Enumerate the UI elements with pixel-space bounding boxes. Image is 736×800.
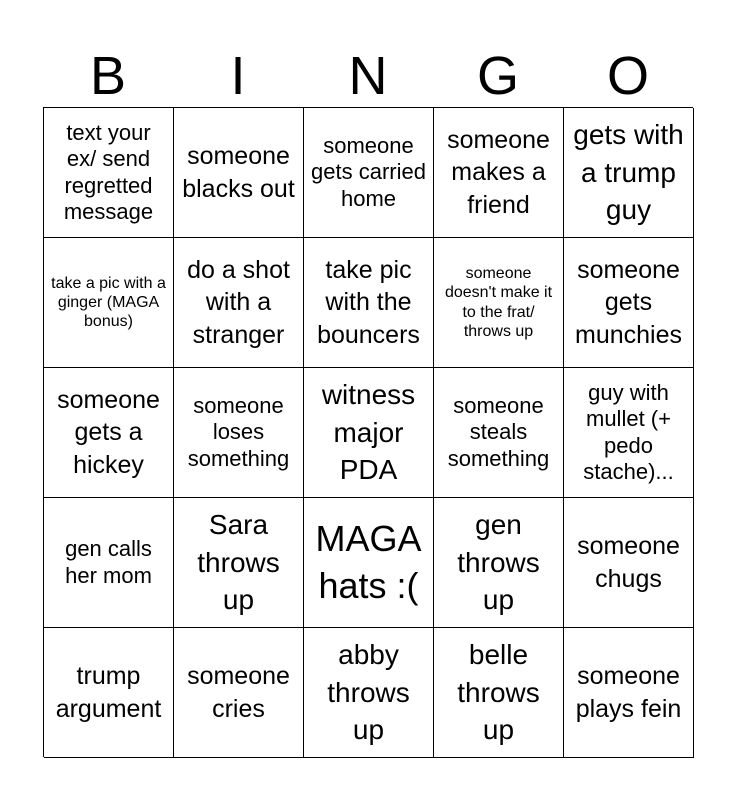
bingo-cell-n5[interactable] bbox=[304, 628, 434, 758]
bingo-cell-i5[interactable] bbox=[174, 628, 304, 758]
bingo-cell-i1[interactable] bbox=[174, 108, 304, 238]
bingo-cell-text: someone plays fein bbox=[575, 662, 682, 723]
bingo-cell-text: gen throws up bbox=[457, 508, 540, 616]
bingo-cell-n1[interactable] bbox=[304, 108, 434, 238]
bingo-cell-text: someone gets a hickey bbox=[57, 385, 160, 479]
bingo-cell-o4[interactable] bbox=[564, 498, 694, 628]
bingo-cell-g1[interactable] bbox=[434, 108, 564, 238]
bingo-cell-b5[interactable] bbox=[44, 628, 174, 758]
bingo-cell-text: belle throws up bbox=[457, 638, 540, 746]
bingo-cell-o2[interactable] bbox=[564, 238, 694, 368]
bingo-cell-text: witness major PDA bbox=[321, 378, 416, 486]
bingo-cell-text: take pic with the bouncers bbox=[317, 255, 420, 349]
header-letter-i: I bbox=[230, 46, 246, 106]
bingo-cell-text: text your ex/ send regretted message bbox=[63, 119, 154, 224]
bingo-header bbox=[43, 46, 693, 106]
bingo-cell-i2[interactable] bbox=[174, 238, 304, 368]
bingo-cell-text: guy with mullet (+ pedo stache)... bbox=[583, 379, 674, 484]
header-letter-o: O bbox=[606, 46, 649, 106]
bingo-cell-text: someone makes a friend bbox=[447, 125, 550, 219]
bingo-cell-text: someone gets carried home bbox=[311, 132, 426, 211]
bingo-cell-g5[interactable] bbox=[434, 628, 564, 758]
bingo-cell-text: do a shot with a stranger bbox=[187, 255, 290, 349]
bingo-cell-g3[interactable] bbox=[434, 368, 564, 498]
bingo-cell-text: someone loses something bbox=[187, 392, 290, 471]
bingo-cell-text: abby throws up bbox=[327, 638, 410, 746]
bingo-cell-i4[interactable] bbox=[174, 498, 304, 628]
bingo-cell-text: someone steals something bbox=[447, 392, 550, 471]
bingo-cell-text: someone cries bbox=[187, 662, 290, 723]
bingo-cell-n3[interactable] bbox=[304, 368, 434, 498]
bingo-cell-b2[interactable] bbox=[44, 238, 174, 368]
bingo-cell-i3[interactable] bbox=[174, 368, 304, 498]
header-letter-b: B bbox=[89, 46, 127, 106]
bingo-cell-text: gets with a trump guy bbox=[573, 118, 684, 226]
bingo-cell-b4[interactable] bbox=[44, 498, 174, 628]
bingo-cell-b3[interactable] bbox=[44, 368, 174, 498]
bingo-cell-text: take a pic with a ginger (MAGA bonus) bbox=[51, 274, 166, 331]
bingo-cell-g2[interactable] bbox=[434, 238, 564, 368]
bingo-cell-b1[interactable] bbox=[44, 108, 174, 238]
bingo-cell-text: gen calls her mom bbox=[65, 536, 152, 588]
bingo-cell-text: someone chugs bbox=[577, 532, 680, 593]
bingo-cell-n4[interactable] bbox=[304, 498, 434, 628]
bingo-cell-o1[interactable] bbox=[564, 108, 694, 238]
bingo-cell-text: Sara throws up bbox=[197, 508, 280, 616]
bingo-board bbox=[43, 107, 693, 757]
bingo-cell-o3[interactable] bbox=[564, 368, 694, 498]
bingo-cell-o5[interactable] bbox=[564, 628, 694, 758]
bingo-cell-text: someone blacks out bbox=[182, 142, 295, 203]
bingo-cell-text: someone gets munchies bbox=[575, 255, 682, 349]
bingo-cell-text: MAGA hats :( bbox=[315, 517, 422, 606]
bingo-cell-g4[interactable] bbox=[434, 498, 564, 628]
header-letter-n: N bbox=[348, 46, 388, 106]
bingo-cell-n2[interactable] bbox=[304, 238, 434, 368]
bingo-cell-text: someone doesn't make it to the frat/ throws up bbox=[444, 265, 553, 340]
bingo-cell-text: trump argument bbox=[55, 662, 162, 723]
header-letter-g: G bbox=[476, 46, 519, 106]
